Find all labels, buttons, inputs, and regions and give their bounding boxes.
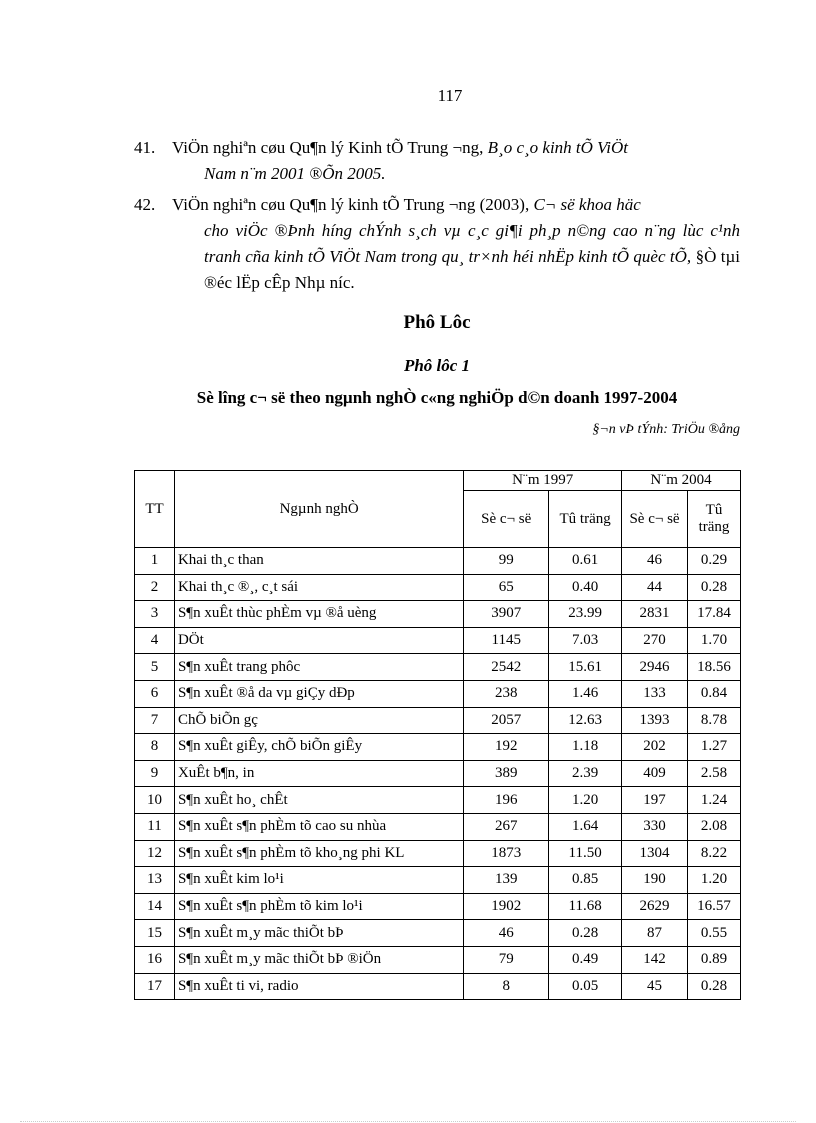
cell-share-1997: 0.40 [549,574,622,601]
cell-share-1997: 15.61 [549,654,622,681]
page-bottom-rule [20,1121,796,1122]
cell-count-1997: 1873 [464,840,549,867]
cell-industry: S¶n xuÊt kim lo¹i [174,867,463,894]
table-row [135,548,741,575]
cell-count-2004: 46 [622,548,688,575]
cell-share-1997: 1.64 [549,813,622,840]
cell-share-1997: 1.46 [549,680,622,707]
header-year-1997: N¨m 1997 [464,471,622,491]
cell-count-2004: 202 [622,734,688,761]
cell-count-1997: 1145 [464,627,549,654]
header-industry: Ngµnh nghÒ [174,471,463,548]
cell-count-1997: 79 [464,946,549,973]
cell-industry: S¶n xuÊt ti vi, radio [174,973,463,1000]
cell-industry: S¶n xuÊt s¶n phÈm tõ kho¸ng phi KL [174,840,463,867]
cell-share-2004: 1.24 [688,787,741,814]
cell-count-2004: 133 [622,680,688,707]
cell-industry: S¶n xuÊt giÊy, chÕ biÕn giÊy [174,734,463,761]
cell-share-2004: 0.89 [688,946,741,973]
cell-share-2004: 1.70 [688,627,741,654]
cell-count-1997: 46 [464,920,549,947]
cell-count-2004: 1393 [622,707,688,734]
table-row [135,893,741,920]
cell-share-2004: 0.29 [688,548,741,575]
cell-share-1997: 0.61 [549,548,622,575]
reference-title-rest: cho viÖc ®Þnh híng chÝnh s¸ch vµ c¸c gi¶i ph¸p n©ng cao n¨ng lùc c¹nh tranh cña kinh tÕ ViÖt Nam trong qu¸ tr×nh héi nhËp kinh tÕ quèc tÕ, [204,221,740,266]
cell-tt: 13 [135,867,175,894]
appendix-title: Phô Lôc [403,312,471,333]
table-title: Sè lîng c¬ së theo ngµnh nghÒ c«ng nghiÖp d©n doanh 1997-2004 [196,388,678,407]
header-year-2004: N¨m 2004 [622,471,741,491]
reference-number: 42. [134,195,156,214]
table-row [135,787,741,814]
cell-count-2004: 45 [622,973,688,1000]
cell-count-1997: 1902 [464,893,549,920]
industry-table [134,470,741,1000]
cell-share-2004: 18.56 [688,654,741,681]
cell-count-2004: 2831 [622,601,688,628]
appendix-subtitle: Phô lôc 1 [403,356,471,375]
cell-industry: Khai th¸c than [174,548,463,575]
table-row [135,601,741,628]
cell-count-2004: 197 [622,787,688,814]
cell-share-2004: 17.84 [688,601,741,628]
cell-count-1997: 3907 [464,601,549,628]
cell-share-2004: 0.28 [688,574,741,601]
header-share-2004: Tû träng [688,491,741,548]
cell-tt: 8 [135,734,175,761]
cell-count-1997: 389 [464,760,549,787]
cell-count-2004: 330 [622,813,688,840]
reference-title-continued: Nam n¨m 2001 ®Õn 2005. [204,164,386,183]
table-row [135,680,741,707]
header-tt: TT [135,471,175,548]
cell-count-2004: 2946 [622,654,688,681]
cell-industry: ChÕ biÕn gç [174,707,463,734]
table-row [135,867,741,894]
cell-share-2004: 0.84 [688,680,741,707]
cell-tt: 14 [135,893,175,920]
cell-industry: S¶n xuÊt s¶n phÈm tõ kim lo¹i [174,893,463,920]
cell-count-1997: 99 [464,548,549,575]
cell-share-1997: 0.05 [549,973,622,1000]
cell-industry: S¶n xuÊt ho¸ chÊt [174,787,463,814]
table-body [135,548,741,1000]
cell-share-1997: 11.50 [549,840,622,867]
table-row [135,574,741,601]
cell-count-2004: 190 [622,867,688,894]
cell-industry: S¶n xuÊt m¸y mãc thiÕt bÞ [174,920,463,947]
table-row [135,973,741,1000]
unit-note: §¬n vÞ tÝnh: TriÖu ®ång [592,422,740,437]
table-row [135,840,741,867]
cell-share-1997: 0.49 [549,946,622,973]
cell-industry: XuÊt b¶n, in [174,760,463,787]
cell-tt: 6 [135,680,175,707]
cell-tt: 10 [135,787,175,814]
cell-count-2004: 270 [622,627,688,654]
cell-tt: 7 [135,707,175,734]
cell-count-1997: 139 [464,867,549,894]
cell-industry: S¶n xuÊt trang phôc [174,654,463,681]
cell-industry: S¶n xuÊt s¶n phÈm tõ cao su nhùa [174,813,463,840]
cell-tt: 12 [135,840,175,867]
cell-count-1997: 2542 [464,654,549,681]
table-row [135,920,741,947]
cell-share-2004: 16.57 [688,893,741,920]
table-row [135,946,741,973]
cell-tt: 1 [135,548,175,575]
table-row [135,654,741,681]
cell-tt: 2 [135,574,175,601]
cell-industry: DÖt [174,627,463,654]
cell-tt: 3 [135,601,175,628]
cell-count-1997: 192 [464,734,549,761]
cell-share-1997: 11.68 [549,893,622,920]
cell-industry: S¶n xuÊt m¸y mãc thiÕt bÞ ®iÖn [174,946,463,973]
cell-tt: 5 [135,654,175,681]
cell-share-2004: 0.55 [688,920,741,947]
cell-count-2004: 2629 [622,893,688,920]
header-count-2004: Sè c¬ së [622,491,688,548]
cell-share-1997: 23.99 [549,601,622,628]
table-row [135,707,741,734]
reference-list [134,135,740,301]
cell-count-2004: 87 [622,920,688,947]
cell-tt: 15 [135,920,175,947]
reference-text: ViÖn nghiªn cøu Qu¶n lý kinh tÕ Trung ¬ng (2003), [172,195,530,214]
cell-share-2004: 8.78 [688,707,741,734]
cell-count-1997: 196 [464,787,549,814]
reference-number: 41. [134,138,156,157]
cell-count-1997: 2057 [464,707,549,734]
reference-title: B¸o c¸o kinh tÕ ViÖt [487,138,629,157]
reference-tail: §Ò tµi ®éc lËp cÊp Nhµ níc. [204,247,740,292]
cell-tt: 11 [135,813,175,840]
cell-industry: S¶n xuÊt ®å da vµ giÇy dÐp [174,680,463,707]
reference-title: C¬ së khoa häc [533,195,641,214]
page-number: 117 [437,86,463,105]
table-row [135,760,741,787]
header-share-1997: Tû träng [549,491,622,548]
cell-share-1997: 12.63 [549,707,622,734]
table-row [135,813,741,840]
header-count-1997: Sè c¬ së [464,491,549,548]
cell-share-1997: 1.18 [549,734,622,761]
cell-count-1997: 8 [464,973,549,1000]
cell-count-2004: 44 [622,574,688,601]
cell-share-2004: 1.20 [688,867,741,894]
reference-item [134,135,740,187]
cell-tt: 17 [135,973,175,1000]
cell-share-2004: 2.58 [688,760,741,787]
cell-tt: 16 [135,946,175,973]
cell-share-1997: 7.03 [549,627,622,654]
cell-share-2004: 8.22 [688,840,741,867]
cell-share-1997: 2.39 [549,760,622,787]
cell-share-2004: 0.28 [688,973,741,1000]
table-row [135,734,741,761]
cell-share-1997: 0.85 [549,867,622,894]
cell-tt: 9 [135,760,175,787]
cell-share-1997: 0.28 [549,920,622,947]
cell-count-1997: 238 [464,680,549,707]
reference-text: ViÖn nghiªn cøu Qu¶n lý Kinh tÕ Trung ¬ng, [172,138,484,157]
reference-item [134,192,740,296]
cell-share-2004: 2.08 [688,813,741,840]
cell-share-1997: 1.20 [549,787,622,814]
cell-tt: 4 [135,627,175,654]
cell-count-1997: 65 [464,574,549,601]
table-row [135,627,741,654]
cell-industry: Khai th¸c ®¸, c¸t sái [174,574,463,601]
reference-title-continued [172,218,740,296]
cell-share-2004: 1.27 [688,734,741,761]
cell-industry: S¶n xuÊt thùc phÈm vµ ®å uèng [174,601,463,628]
cell-count-2004: 142 [622,946,688,973]
cell-count-2004: 409 [622,760,688,787]
cell-count-2004: 1304 [622,840,688,867]
cell-count-1997: 267 [464,813,549,840]
